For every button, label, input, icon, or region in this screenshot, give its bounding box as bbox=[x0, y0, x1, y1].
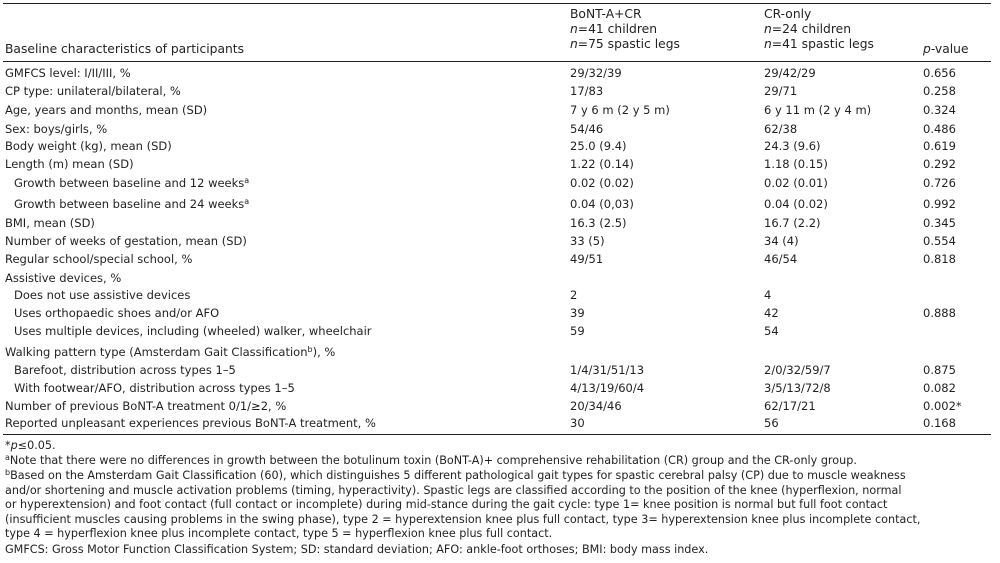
cr-only-value: 2/0/32/59/7 bbox=[764, 363, 831, 377]
row-label: Reported unpleasant experiences previous BoNT-A treatment, % bbox=[5, 416, 376, 430]
p-value: 0.656 bbox=[923, 66, 956, 80]
table-row bbox=[0, 269, 1000, 287]
p-value: 0.345 bbox=[923, 216, 956, 230]
bonta-cr-value: 25.0 (9.4) bbox=[570, 139, 627, 153]
footnote-b-line: or hyperextension) and foot contact (full contact or incomplete) during mid-stance during the gait cycle: type 1= knee position is normal but full foot contact bbox=[5, 498, 888, 512]
p-value: 0.554 bbox=[923, 234, 956, 248]
row-label: Length (m) mean (SD) bbox=[5, 157, 134, 171]
p-value: 0.818 bbox=[923, 252, 956, 266]
table-row bbox=[0, 250, 1000, 268]
table-row bbox=[0, 137, 1000, 155]
cr-only-value: 62/17/21 bbox=[764, 399, 816, 413]
row-label: Assistive devices, % bbox=[5, 271, 122, 285]
cr-only-value: 56 bbox=[764, 416, 779, 430]
table-row bbox=[0, 64, 1000, 82]
cr-only-value: 46/54 bbox=[764, 252, 798, 266]
bonta-cr-value: 0.02 (0.02) bbox=[570, 176, 634, 190]
cr-only-value: 1.18 (0.15) bbox=[764, 157, 828, 171]
footnote-significance: *p≤0.05. bbox=[5, 439, 56, 452]
group1-legs: n=75 spastic legs bbox=[570, 37, 680, 51]
table-row bbox=[0, 286, 1000, 304]
header-group-cr-only bbox=[764, 7, 874, 52]
footnote-b-line: (insufficient muscles causing problems in the swing phase), type 2 = hyperextension knee plus full contact, type 3= hyperextension knee plus incomplete contact, bbox=[5, 512, 921, 526]
bonta-cr-value: 1/4/31/51/13 bbox=[570, 363, 645, 377]
cr-only-value: 6 y 11 m (2 y 4 m) bbox=[764, 103, 872, 117]
bonta-cr-value: 29/32/39 bbox=[570, 66, 622, 80]
p-value: 0.258 bbox=[923, 84, 956, 98]
bonta-cr-value: 4/13/19/60/4 bbox=[570, 381, 645, 395]
row-label: Uses multiple devices, including (wheeled) walker, wheelchair bbox=[14, 324, 372, 338]
row-label: With footwear/AFO, distribution across types 1–5 bbox=[14, 381, 295, 395]
p-value: 0.168 bbox=[923, 416, 956, 430]
table-bottom-rule bbox=[3, 434, 991, 435]
bonta-cr-value: 49/51 bbox=[570, 252, 604, 266]
bonta-cr-value: 39 bbox=[570, 306, 585, 320]
cr-only-value: 62/38 bbox=[764, 122, 798, 136]
table-row bbox=[0, 82, 1000, 100]
row-label: Walking pattern type (Amsterdam Gait Classification$^b$), % bbox=[5, 345, 336, 359]
footnote-b-line: and/or shortening and muscle activation problems (timing, hyperactivity). Spastic legs are classified according to the position of the knee (hyperflexion, normal bbox=[5, 483, 902, 497]
row-label: Does not use assistive devices bbox=[14, 288, 191, 302]
row-label: Regular school/special school, % bbox=[5, 252, 193, 266]
group2-name: CR-only bbox=[764, 7, 812, 21]
p-value: 0.292 bbox=[923, 157, 956, 171]
bonta-cr-value: 0.04 (0,03) bbox=[570, 197, 634, 211]
row-label: Growth between baseline and 12 weeks$^a$ bbox=[14, 176, 250, 190]
header-characteristics: Baseline characteristics of participants bbox=[5, 42, 245, 56]
p-value: 0.992 bbox=[923, 197, 956, 211]
row-label: BMI, mean (SD) bbox=[5, 216, 95, 230]
cr-only-value: 29/42/29 bbox=[764, 66, 816, 80]
group1-children: n=41 children bbox=[570, 22, 657, 36]
bonta-cr-value: 30 bbox=[570, 416, 585, 430]
table-row bbox=[0, 214, 1000, 232]
table-row bbox=[0, 174, 1000, 192]
table-row bbox=[0, 379, 1000, 397]
table-row bbox=[0, 322, 1000, 340]
footnote-abbreviations: GMFCS: Gross Motor Function Classification System; SD: standard deviation; AFO: ankle-foot orthoses; BMI: body mass index. bbox=[5, 543, 709, 556]
bonta-cr-value: 7 y 6 m (2 y 5 m) bbox=[570, 103, 670, 117]
row-label: Uses orthopaedic shoes and/or AFO bbox=[14, 306, 220, 320]
cr-only-value: 42 bbox=[764, 306, 779, 320]
header-group-bonta-cr bbox=[570, 7, 680, 52]
cr-only-value: 34 (4) bbox=[764, 234, 799, 248]
footnote-b-line: type 4 = hyperflexion knee plus incomplete contact, type 5 = hyperflexion knee plus full contact. bbox=[5, 527, 553, 541]
p-value: 0.726 bbox=[923, 176, 956, 190]
cr-only-value: 0.04 (0.02) bbox=[764, 197, 828, 211]
cr-only-value: 29/71 bbox=[764, 84, 798, 98]
p-value: 0.324 bbox=[923, 103, 956, 117]
row-label: CP type: unilateral/bilateral, % bbox=[5, 84, 181, 98]
cr-only-value: 0.02 (0.01) bbox=[764, 176, 828, 190]
bonta-cr-value: 54/46 bbox=[570, 122, 604, 136]
group2-children: n=24 children bbox=[764, 22, 851, 36]
cr-only-value: 24.3 (9.6) bbox=[764, 139, 821, 153]
bonta-cr-value: 2 bbox=[570, 288, 578, 302]
table-row bbox=[0, 155, 1000, 173]
bonta-cr-value: 16.3 (2.5) bbox=[570, 216, 627, 230]
bonta-cr-value: 1.22 (0.14) bbox=[570, 157, 634, 171]
table-row bbox=[0, 397, 1000, 415]
cr-only-value: 54 bbox=[764, 324, 779, 338]
footnote-b bbox=[5, 469, 995, 542]
table-top-rule bbox=[3, 3, 991, 4]
row-label: Sex: boys/girls, % bbox=[5, 122, 108, 136]
table-header-rule bbox=[3, 61, 991, 62]
footnote-a: $^a$Note that there were no differences in growth between the botulinum toxin (BoNT-A)+ comprehensive rehabilitation (CR) group and the CR-only group. bbox=[5, 453, 857, 467]
table-row bbox=[0, 120, 1000, 138]
p-value: 0.486 bbox=[923, 122, 956, 136]
bonta-cr-value: 33 (5) bbox=[570, 234, 605, 248]
p-value: 0.082 bbox=[923, 381, 956, 395]
cr-only-value: 4 bbox=[764, 288, 772, 302]
footnote-b-line: $^b$Based on the Amsterdam Gait Classification (60), which distinguishes 5 different pathological gait types for spastic cerebral palsy (CP) due to muscle weakness bbox=[5, 468, 906, 482]
table-row bbox=[0, 304, 1000, 322]
cr-only-value: 16.7 (2.2) bbox=[764, 216, 821, 230]
bonta-cr-value: 59 bbox=[570, 324, 585, 338]
p-value: 0.002* bbox=[923, 399, 962, 413]
header-p-value: p-value bbox=[923, 42, 969, 56]
row-label: Body weight (kg), mean (SD) bbox=[5, 139, 172, 153]
table-row bbox=[0, 414, 1000, 432]
bonta-cr-value: 17/83 bbox=[570, 84, 604, 98]
bonta-cr-value: 20/34/46 bbox=[570, 399, 622, 413]
table-row bbox=[0, 232, 1000, 250]
table-row bbox=[0, 101, 1000, 119]
row-label: GMFCS level: I/II/III, % bbox=[5, 66, 131, 80]
group2-legs: n=41 spastic legs bbox=[764, 37, 874, 51]
table-row bbox=[0, 361, 1000, 379]
table-row bbox=[0, 343, 1000, 361]
p-value: 0.619 bbox=[923, 139, 956, 153]
row-label: Number of weeks of gestation, mean (SD) bbox=[5, 234, 247, 248]
p-value: 0.888 bbox=[923, 306, 956, 320]
row-label: Number of previous BoNT-A treatment 0/1/≥2, % bbox=[5, 399, 287, 413]
p-value: 0.875 bbox=[923, 363, 956, 377]
row-label: Age, years and months, mean (SD) bbox=[5, 103, 208, 117]
table-row bbox=[0, 195, 1000, 213]
row-label: Barefoot, distribution across types 1–5 bbox=[14, 363, 236, 377]
cr-only-value: 3/5/13/72/8 bbox=[764, 381, 831, 395]
row-label: Growth between baseline and 24 weeks$^a$ bbox=[14, 197, 250, 211]
group1-name: BoNT-A+CR bbox=[570, 7, 642, 21]
